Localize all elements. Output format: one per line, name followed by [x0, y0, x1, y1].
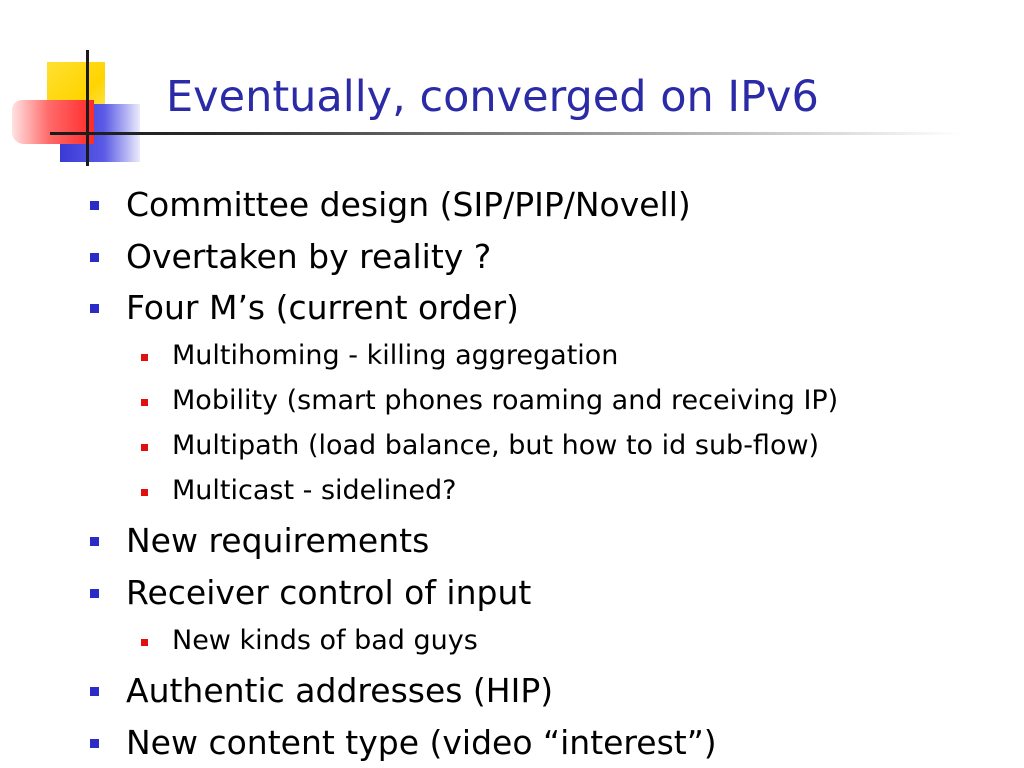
sub-bullet-marker — [141, 489, 148, 496]
sub-bullet-marker — [141, 444, 148, 451]
bullet-text: Overtaken by reality ? — [126, 237, 492, 276]
sub-bullet-marker — [141, 399, 148, 406]
sub-bullet-text: Multicast - sidelined? — [172, 475, 457, 506]
bullet-item — [126, 185, 691, 224]
bullet-marker — [90, 537, 99, 546]
bullet-text: Committee design (SIP/PIP/Novell) — [126, 185, 691, 224]
bullet-text: Authentic addresses (HIP) — [126, 671, 554, 710]
sub-bullet-item — [172, 475, 456, 506]
bullet-item — [126, 521, 429, 560]
sub-bullet-text: Mobility (smart phones roaming and receiving IP) — [172, 385, 839, 416]
bullet-item — [126, 237, 491, 276]
bullet-text: Receiver control of input — [126, 573, 532, 612]
bullet-text: Four M’s (current order) — [126, 288, 519, 327]
slide-title: Eventually, converged on IPv6 — [166, 72, 819, 122]
sub-bullet-item — [172, 385, 838, 416]
bullet-marker — [90, 687, 99, 696]
sub-bullet-marker — [141, 639, 148, 646]
sub-bullet-item — [172, 625, 478, 656]
bullet-item — [126, 573, 531, 612]
bullet-marker — [90, 589, 99, 598]
sub-bullet-marker — [141, 354, 148, 361]
bullet-item — [126, 288, 519, 327]
bullet-marker — [90, 304, 99, 313]
bullet-text: New requirements — [126, 521, 430, 560]
bullet-item — [126, 671, 553, 710]
sub-bullet-text: Multipath (load balance, but how to id sub-flow) — [172, 430, 820, 461]
bullet-marker — [90, 739, 99, 748]
sub-bullet-text: New kinds of bad guys — [172, 625, 478, 656]
sub-bullet-item — [172, 430, 819, 461]
sub-bullet-text: Multihoming - killing aggregation — [172, 340, 619, 371]
bullet-text: New content type (video “interest”) — [126, 723, 717, 762]
sub-bullet-item — [172, 340, 618, 371]
bullet-marker — [90, 253, 99, 262]
bullet-marker — [90, 201, 99, 210]
bullet-item — [126, 723, 717, 762]
